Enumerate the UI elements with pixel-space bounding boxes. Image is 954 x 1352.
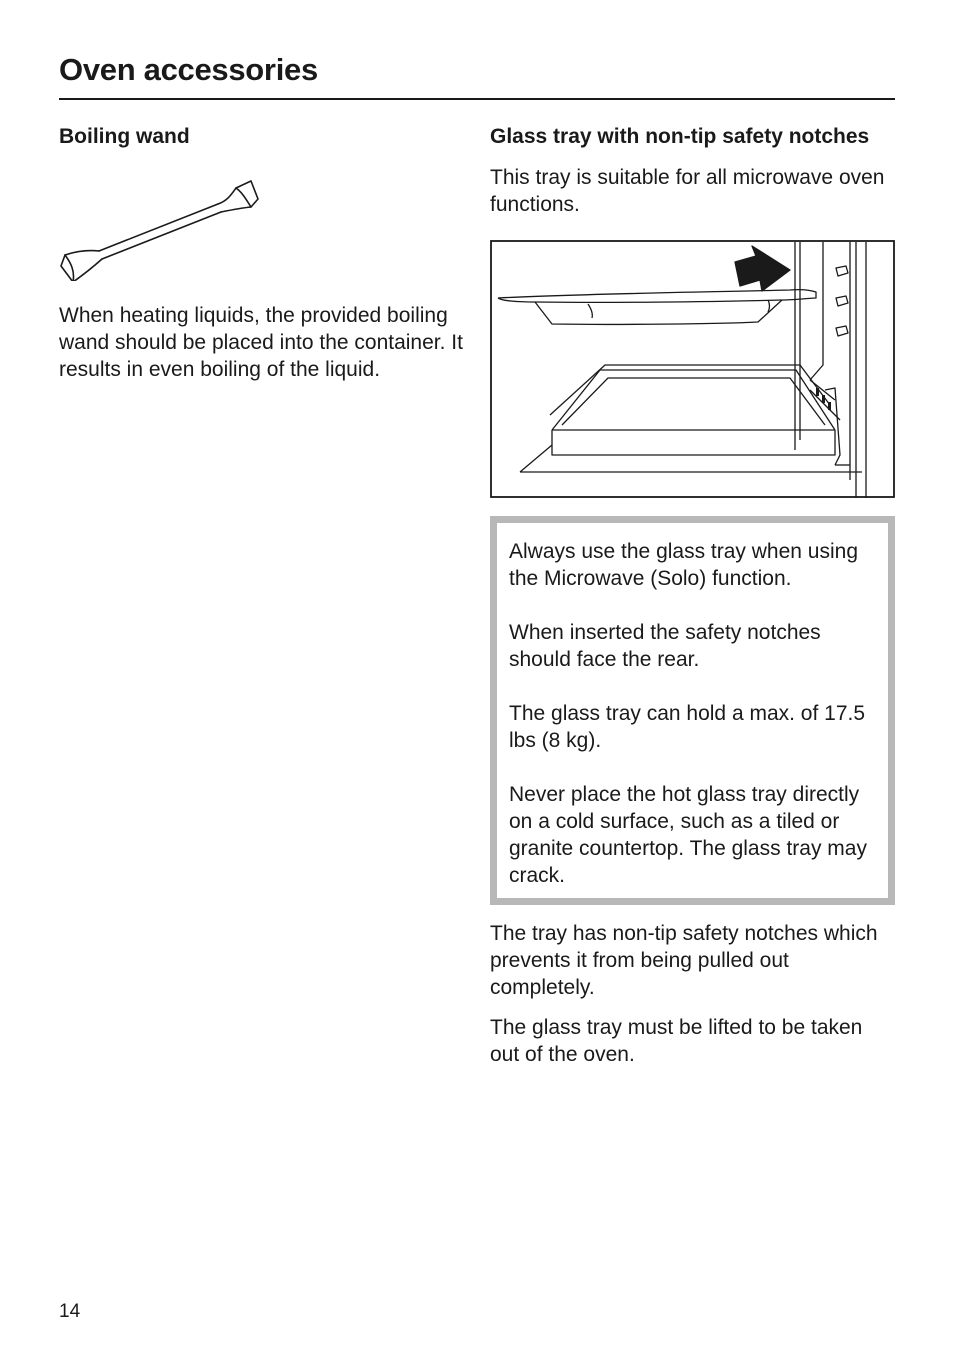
safety-note: Always use the glass tray when using the Microwave (Solo) function. [509, 540, 859, 590]
boiling-wand-description: When heating liquids, the provided boiling wand should be placed into the container. It results in even boiling of the liquid. [59, 304, 463, 381]
glass-tray-heading: Glass tray with non-tip safety notches [490, 125, 870, 148]
safety-note: The glass tray can hold a max. of 17.5 lbs (8 kg). [509, 702, 866, 752]
safety-note-box [490, 516, 895, 905]
title-divider [59, 98, 895, 100]
notches-description: The tray has non-tip safety notches which prevents it from being pulled out completely. [490, 922, 878, 999]
removal-instruction: The glass tray must be lifted to be taken out of the oven. [490, 1016, 863, 1066]
boiling-wand-heading: Boiling wand [59, 125, 190, 148]
safety-note: Never place the hot glass tray directly on a cold surface, such as a tiled or granite countertop. The glass tray may crack. [509, 783, 867, 887]
boiling-wand-illustration [59, 171, 264, 281]
glass-tray-illustration [490, 240, 895, 498]
glass-tray-section [490, 123, 895, 1068]
page-title: Oven accessories [59, 52, 318, 87]
page-number: 14 [59, 1301, 81, 1322]
glass-tray-intro: This tray is suitable for all microwave oven functions. [490, 166, 885, 216]
boiling-wand-section [59, 123, 464, 383]
safety-note: When inserted the safety notches should face the rear. [509, 621, 821, 671]
